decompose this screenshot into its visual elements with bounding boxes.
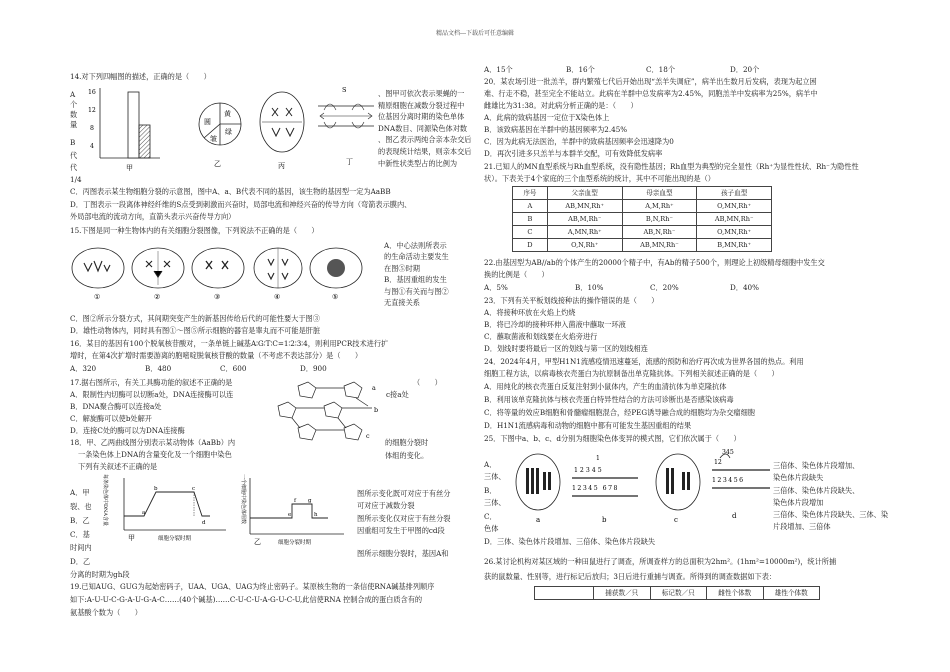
- q17-dna-figure: [268, 380, 386, 450]
- page-header: 精品文档---下载后可任意编辑: [435, 30, 515, 37]
- q22-line-2: 换的比例是（ ）: [484, 270, 549, 279]
- svg-text:⑤: ⑤: [332, 293, 339, 301]
- svg-text:乙: 乙: [214, 160, 221, 168]
- svg-text:a: a: [372, 384, 376, 392]
- q16-opt-b: B．480: [145, 364, 172, 373]
- q18-line-1-tail: 的细胞分裂时: [385, 438, 429, 447]
- svg-text:②: ②: [154, 293, 161, 301]
- q22-opt-a: A．5%: [484, 283, 508, 292]
- table-header-row: 捕获数／只 标记数／只 雌性个体数 雄性个体数: [535, 587, 820, 600]
- q20-line-3: 雌雄比为31:38。对此病分析正确的是：（ ）: [484, 101, 638, 110]
- q17-paren: （ ）: [413, 378, 442, 387]
- svg-text:b: b: [154, 486, 158, 492]
- svg-text:每条染色体中DNA含量: 每条染色体中DNA含量: [102, 474, 108, 526]
- svg-text:④: ④: [274, 293, 281, 301]
- q18-opt-d-tail: 分离的时期为gh段: [70, 570, 130, 579]
- q14-frag-3: 1/4: [70, 175, 82, 184]
- svg-text:g: g: [308, 498, 312, 504]
- svg-text:细胞分裂时期: 细胞分裂时期: [278, 540, 312, 546]
- q16-line-2: 增时，在第4次扩增时需要游离的胞嘧啶脱氧核苷酸的数量（不考虑不表达部分）是（ ）: [70, 351, 363, 360]
- q22-line-1: 22.由基因型为AB//ab的个体产生的20000个精子中，有Ab的精子500个，则理论上初级精母细胞中发生交: [484, 258, 825, 267]
- cell-2: [132, 248, 184, 301]
- svg-text:S: S: [342, 86, 347, 94]
- svg-text:a: a: [536, 516, 541, 524]
- q25-opt-c-2: 色体: [484, 524, 499, 533]
- q25-fig-c: [656, 454, 700, 524]
- table-row: A AB,MN,Rh⁺ A,M,Rh⁺ O,MN,Rh⁺: [513, 200, 772, 213]
- q19-line-2: 如下:A-U-U-C-G-A-U-G-A-C……(40个碱基)……C-U-C-U-A-G-U-C-U,此信使RNA 控制合成的蛋白质含有的: [70, 595, 423, 604]
- svg-text:12: 12: [714, 459, 722, 466]
- svg-text:a: a: [142, 510, 146, 516]
- q14-option-c: C．丙图表示某生物细胞分裂的示意图，图中A、a、B代表不同的基因，该生物的基因型一定为AaBB: [70, 187, 391, 196]
- svg-text:甲: 甲: [126, 164, 133, 172]
- q14-figure-bing: [258, 90, 308, 172]
- svg-text:1: 1: [596, 455, 600, 462]
- q23-opt-d: D．划线时要将最后一区的划线与第一区的划线相连: [484, 344, 648, 353]
- q18-line-1: 18．甲、乙两曲线图分别表示某动物体（AaBb）内: [70, 438, 236, 447]
- cell-1: [72, 248, 124, 301]
- q24-opt-a: A．用纯化的核衣壳蛋白反复注射到小鼠体内，产生的血清抗体为单克隆抗体: [484, 382, 727, 391]
- svg-text:12345: 12345: [574, 467, 604, 474]
- q25-opt-d: D．三体、染色体片段增加、三倍体、染色体片段缺失: [484, 537, 656, 546]
- svg-text:16: 16: [88, 89, 96, 96]
- q16-opt-c: C．600: [220, 364, 247, 373]
- q18-opt-c-1: C．基: [70, 530, 90, 539]
- q14-figure-yi: [198, 96, 248, 172]
- q18-graph-jia: [98, 474, 238, 544]
- bar-1: [128, 92, 139, 158]
- q22-opt-d: D．40%: [730, 283, 759, 292]
- cell-3: [192, 248, 244, 301]
- q23-stem: 23．下列有关平板划线接种法的操作错误的是（ ）: [484, 296, 659, 305]
- svg-text:细胞分裂时期: 细胞分裂时期: [158, 536, 192, 542]
- q18-opt-a-1: A．甲: [70, 488, 90, 497]
- q20-line-1: 20．某农场引进一批羔羊，群内繁殖七代后开始出现“羔羊失调症”，病羊出生数月后发病，表现为起立困: [484, 77, 817, 86]
- q24-opt-c: C．将等量的效应B细胞和骨髓瘤细胞混合，经PEG诱导融合成的细胞均为杂交瘤细胞: [484, 408, 755, 417]
- q16-opt-d: D．900: [300, 364, 327, 373]
- svg-text:①: ①: [94, 293, 101, 301]
- svg-text:黄: 黄: [224, 110, 231, 118]
- q14-option-d-2: 外局部电流的流动方向，直箭头表示兴奋传导方向）: [70, 212, 236, 221]
- q15-option-d: D．雄性动物体内，同时具有图①～图⑤所示细胞的器官是睾丸而不可能是肝脏: [70, 326, 321, 335]
- table-row: C A,MN,Rh⁺ AB,N,Rh⁻ O,MN,Rh⁺: [513, 226, 772, 239]
- q25-figure: [508, 446, 772, 524]
- svg-text:一个细胞中染色体组数: 一个细胞中染色体组数: [240, 474, 246, 525]
- svg-text:乙: 乙: [254, 538, 261, 546]
- q19-line-1: 19.已知AUG、GUG为起始密码子，UAA、UGA、UAG为终止密码子。某原核生物的一条信使RNA碱基排列顺序: [70, 582, 435, 591]
- svg-text:b: b: [602, 516, 607, 524]
- q23-opt-c: C．蘸取菌液和划线要在火焰旁进行: [484, 332, 598, 341]
- svg-text:c: c: [366, 432, 370, 440]
- q15-options-ab: A．中心法则所表示 的生命活动主要发生 在图⑤时期 B．基因重组的发生 与图①有关而与图② 无直接关系: [384, 241, 449, 308]
- svg-text:丙: 丙: [278, 162, 285, 170]
- q14-figure-ding: [316, 86, 378, 172]
- q19-opt-b: B．16个: [566, 65, 595, 74]
- q25-opt-b-2: 三体、: [484, 498, 506, 507]
- svg-text:d: d: [202, 520, 206, 526]
- q17-stem: 17.据右图所示，有关工具酶功能的叙述不正确的是: [70, 378, 233, 387]
- q16-line-1: 16．某目的基因有100个脱氧核苷酸对，一条单链上碱基A∶G∶T∶C=1∶2∶3∶4，则利用PCR技术进行扩: [70, 339, 389, 348]
- q20-line-2: 难、行走不稳，甚至完全不能站立。此病在羊群中总发病率为2.45%，同胞羔羊中发病率为25%，病羊中: [484, 89, 818, 98]
- q16-opt-a: A．320: [70, 364, 97, 373]
- svg-text:丁: 丁: [346, 158, 353, 166]
- q20-opt-b: B．该致病基因在羊群中的基因频率为2.45%: [484, 125, 628, 134]
- svg-text:c: c: [674, 516, 678, 524]
- svg-text:b: b: [374, 406, 379, 414]
- svg-text:c: c: [192, 486, 196, 492]
- q25-opt-c-1: C．: [484, 512, 497, 521]
- q18-opt-a-2: 裂、也: [70, 502, 92, 511]
- q18-line-2: 一条染色体上DNA的含量变化及一个细胞中染色: [78, 450, 232, 459]
- svg-text:8: 8: [90, 125, 94, 132]
- q18-opt-b: B．乙: [70, 516, 90, 525]
- bar-2: [139, 125, 150, 158]
- svg-text:12: 12: [88, 107, 96, 114]
- q14-frag-2: 代: [70, 163, 78, 172]
- svg-text:皱: 皱: [210, 135, 217, 143]
- q15-option-c: C．图②所示分裂方式，其间期突变产生的新基因传给后代的可能性要大于图③: [70, 314, 320, 323]
- svg-text:d: d: [732, 512, 737, 520]
- table-row: B AB,M,Rh⁻ B,N,Rh⁻ AB,MN,Rh⁻: [513, 213, 772, 226]
- q17-option-c: C．解旋酶可以使b处解开: [70, 414, 152, 423]
- q26-line-1: 26.某讨论机构对某区域的一种田鼠进行了调查，所调查样方的总面积为2hm²。(1hm²=10000m²)，统计所捕: [484, 557, 837, 566]
- q21-table: [512, 186, 772, 252]
- q23-opt-a: A．将接种环放在火焰上灼烧: [484, 308, 576, 317]
- q20-opt-a: A．此病的致病基因一定位于X染色体上: [484, 113, 610, 122]
- q19-opt-a: A．15个: [484, 65, 513, 74]
- q22-opt-c: C．20%: [650, 283, 679, 292]
- q18-line-3: 下列有关叙述不正确的是: [78, 462, 158, 471]
- q14-y-label: A 个 数 量: [70, 90, 78, 129]
- q18-right-5: 图所示细胞分裂时，基因A和: [357, 549, 449, 558]
- q15-stem: 15.下图是同一种生物体内的有关细胞分裂图像，下列说法不正确的是（ ）: [70, 226, 319, 235]
- q25-fig-a: [516, 454, 560, 524]
- q25-opt-b-1: B．: [484, 486, 497, 495]
- q18-right-text: 图所示变化既可对应于有丝分 可对应于减数分裂 图所示变化仅对应于有丝分裂 因重组可发生于甲图的cd段: [357, 489, 451, 536]
- svg-text:123456: 123456: [712, 477, 745, 484]
- svg-text:③: ③: [214, 293, 221, 301]
- svg-text:e: e: [288, 512, 292, 518]
- q23-opt-b: B．将已冷却的接种环伸入菌液中蘸取一环液: [484, 320, 626, 329]
- cell-4: [254, 248, 302, 301]
- q22-opt-b: B．10%: [575, 283, 604, 292]
- q24-line-2: 细胞工程方法，以病毒核衣壳蛋白为抗原制备出单克隆抗体。下列相关叙述正确的是（ ）: [484, 369, 779, 378]
- q24-line-1: 24．2024年4月，甲型H1N1流感疫情迅速蔓延，流感的预防和治疗再次成为世界各国的热点。利用: [484, 357, 804, 366]
- q26-line-2: 获的鼠数量、性别等，进行标记后放归；3日后进行重捕与调查。所得到的调查数据如下表：: [484, 572, 777, 581]
- q18-opt-c-2: 时间内: [70, 543, 92, 552]
- q18-line-2-tail: 体组的变化。: [385, 451, 429, 460]
- svg-text:甲: 甲: [128, 534, 135, 542]
- q15-cells: [70, 243, 370, 303]
- q14-option-d-1: D．丁图表示一段离体神经纤维的S点受到刺激而兴奋时，局部电流和神经兴奋的传导方向（弯箭表示膜内、: [70, 200, 412, 209]
- svg-text:f: f: [294, 498, 297, 504]
- q24-opt-b: B．利用该单克隆抗体与核衣壳蛋白特异性结合的方法可诊断出是否感染该病毒: [484, 395, 734, 404]
- q25-right-text: 三倍体、染色体片段增加、 染色体片段缺失 三倍体、染色体片段缺失、 染色体片段增加 三倍体、染色体片段缺失、三体、染 片段增加、三倍体: [773, 461, 889, 532]
- q14-legend-b: B: [70, 138, 76, 147]
- svg-text:4: 4: [90, 143, 94, 150]
- q17-option-a: A．限制性内切酶可以切断a处，DNA连接酶可以连: [70, 390, 234, 399]
- cell-5: [310, 248, 362, 301]
- q17-option-d: D．连接C处的酶可以为DNA连接酶: [70, 426, 185, 435]
- q25-fig-d: [712, 449, 770, 520]
- q24-opt-d: D．H1N1流感病毒和动物的细胞中都有可能发生基因重组的结果: [484, 421, 692, 430]
- q14-stem: 14.对下列四幅图的描述，正确的是（ ）: [70, 72, 211, 81]
- svg-text:h: h: [314, 512, 318, 518]
- q20-opt-d: D．再次引进多只羔羊与本群羊交配，可有效降低发病率: [484, 149, 663, 158]
- svg-text:绿: 绿: [225, 128, 232, 136]
- svg-text:圆: 圆: [204, 118, 211, 126]
- q14-side-text: 、图甲可依次表示果蝇的一 精原细胞在减数分裂过程中 位基因分离时期的染色单体 DNA数目、同源染色体对数 、图乙表示两纯合亲本杂交后 的表现统计结果，则亲本交后 中新性状类型占的比例为: [378, 89, 472, 168]
- q17-option-b: B．DNA聚合酶可以连接a处: [70, 402, 162, 411]
- q25-opt-a-1: A．: [484, 460, 497, 469]
- q17-option-a-tail: c接a处: [386, 390, 409, 399]
- q18-graph-yi: [232, 474, 352, 546]
- q25-opt-a-2: 三体、: [484, 472, 506, 481]
- q19-line-3: 氨基酸个数为（ ）: [70, 608, 142, 617]
- q18-opt-d: D．乙: [70, 557, 91, 566]
- q14-frag-1: 代: [70, 151, 78, 160]
- svg-text:345: 345: [722, 449, 734, 456]
- q19-opt-d: D．20个: [730, 65, 760, 74]
- q21-line-1: 21.已知人的MN血型系统与Rh血型系统，没有隐性基因；Rh血型为典型的完全显性（Rh⁺为显性性状、Rh⁻为隐性性: [484, 162, 859, 171]
- svg-text:12345 678: 12345 678: [572, 485, 619, 492]
- q25-stem: 25．下图中a、b、c、d分别为细胞染色体变异的模式图，它们依次属于（ ）: [484, 434, 741, 443]
- q14-figure-jia: [88, 82, 163, 172]
- table-header-row: 序号 父亲血型 母亲血型 孩子血型: [513, 187, 772, 200]
- q20-opt-c: C．因为此病无法医治，羊群中的致病基因频率会迅速降为0: [484, 137, 674, 146]
- q21-line-2: 状）。下表关于4个家庭的三个血型系统的统计，其中不可能出现的是（）: [484, 174, 715, 183]
- table-row: D O,N,Rh⁺ AB,MN,Rh⁻ B,MN,Rh⁺: [513, 239, 772, 252]
- q26-table: [534, 586, 820, 600]
- q25-fig-b: [572, 455, 638, 524]
- q19-opt-c: C．18个: [646, 65, 676, 74]
